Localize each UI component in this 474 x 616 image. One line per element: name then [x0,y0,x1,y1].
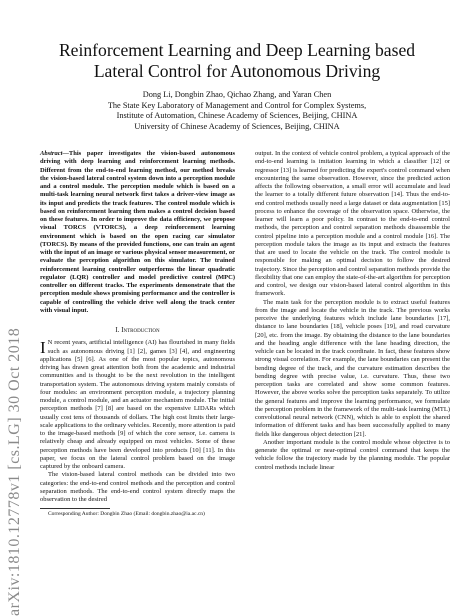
arxiv-stamp: arXiv:1810.12778v1 [cs.LG] 30 Oct 2018 [6,327,23,616]
title-line-2: Lateral Control for Autonomous Driving [93,61,381,81]
affiliation-2: Institute of Automation, Chinese Academy of Sciences, Beijing, CHINA [116,111,358,121]
intro-paragraph-2: The vision-based lateral control methods can be divided into two categories: the end-to-end control methods and the perception and control separation methods. The end-to-end control system directly maps the observation to the desired [40,471,235,503]
right-column [255,150,450,472]
left-column [40,150,235,518]
intro-paragraph-1 [40,339,235,471]
author-names: Dong Li, Dongbin Zhao, Qichao Zhang, and Yaran Chen [142,90,332,99]
footnote-rule [40,508,110,509]
intro-paragraph-1-text: N recent years, artificial intelligence (AI) has flourished in many fields such as autonomous driving [1] [2], games [3] [4], and engineering applications [5] [6]. As one of the most popular topics, autonomous driving has drawn great attention both from the academic and industrial communities and is thought to be the next revolution in the intelligent transportation system. The autonomous driving system mainly consists of four modules: an environment perception module, a trajectory planning module, a control module, and an actuator mechanism module. The initial perception methods [7] [8] are based on the expensive LIDARs which usually cost tens of thousands of dollars. The high cost limits their large-scale applications to the ordinary vehicles. Recently, more attention is paid to the image-based methods [9] of which the core sensor, i.e. camera is relatively cheap and already equipped on most vehicles. Some of these perception methods have been developed into products [10] [11]. In this paper, we focus on the lateral control problem based on the image captured by the onboard camera. [40,339,235,470]
title-line-1: Reinforcement Learning and Deep Learning based [58,40,416,60]
abstract-text: —This paper investigates the vision-based autonomous driving with deep learning and reinforcement learning methods. Different from the end-to-end learning method, our method breaks the vision-based lateral control system down into a perception module and a control module. The perception module which is based on a multi-task learning neural network first takes a driver-view image as its input and predicts the track features. The control module which is based on reinforcement learning then makes a control decision based on these features. In order to improve the data efficiency, we propose visual TORCS (VTORCS), a deep reinforcement learning environment which is based on the open racing car simulator (TORCS). By means of the provided functions, one can train an agent with the input of an image or various physical sensor measurement, or evaluate the perception algorithm on this simulator. The trained reinforcement learning controller outperforms the linear quadratic regulator (LQR) controller and model predictive control (MPC) controller on different tracks. The experiments demonstrate that the perception module shows promising performance and the controller is capable of controlling the vehicle drive well along the track center with visual input. [40,150,235,314]
abstract [40,150,235,315]
right-paragraph-3: Another important module is the control module whose objective is to generate the optimal or near-optimal control command that keeps the vehicle follow the trajectory made by the planning module. The popular control methods include linear [255,438,450,471]
paper-title [20,40,454,82]
footnote: Corresponding Author: Dongbin Zhao (Email: dongbin.zhao@ia.ac.cn) [48,511,205,518]
drop-cap: I [40,338,46,358]
abstract-label: Abstract [40,150,63,157]
affiliation-3: University of Chinese Academy of Sciences, Beijing, CHINA [134,121,340,131]
right-paragraph-1: output. In the context of vehicle control problem, a typical approach of the end-to-end learning is imitation learning in which a classifier [12] or regressor [13] is learned for predicting the expert's control command when encountering the same observation. However, since the predicted action affects the following observation, a small error will accumulate and lead the learner to a totally different future observation [14]. Thus the end-to-end control methods usually need a large dataset or data augmentation [15] process to enhance the coverage of the observation space. Otherwise, the learner will learn a poor policy. In contrast to the end-to-end control methods, the perception and control separation methods disassemble the control pipeline into a perception module and a control module [16]. The perception module takes the image as its input and extracts the features that are used to locate the vehicle on the track. The control module is responsible for making an optimal decision to follow the desired trajectory. Since the perception and control separation methods provide the flexibility that one can employ the state-of-the-art algorithm for perception and control, we design our vision-based lateral control algorithm in this framework. [255,150,450,298]
author-block [20,90,454,132]
affiliation-1: The State Key Laboratory of Management and Control for Complex Systems, [107,100,367,110]
section-heading-introduction: I. Introduction [115,326,160,334]
right-paragraph-2: The main task for the perception module is to extract useful features from the image and locate the vehicle in the track. The previous works perceive the underlying features which include lane boundaries [17], distance to lane boundaries [18], vehicle poses [19], and road curvature [20], etc. from the image. By obtaining the distance to the lane boundaries and the heading angle difference with the lane heading direction, the vehicle can be located in the track coordinate. In fact, these features show strong visual correlation. For example, the lane boundaries can present the bending degree of the track, and the curvature estimation describes the bending degree with precise value, i.e. curvature. Thus, these two perception tasks are correlated and show some common features. However, the above works solve the perception tasks separately. To utilize the general features and improve the learning performance, we formulate the perception problem in the framework of the multi-task learning (MTL) convolutional neural network (CNN), which is able to exploit the shared information of different tasks and has been successfully applied to many fields like dangerous object detection [21]. [255,298,450,438]
